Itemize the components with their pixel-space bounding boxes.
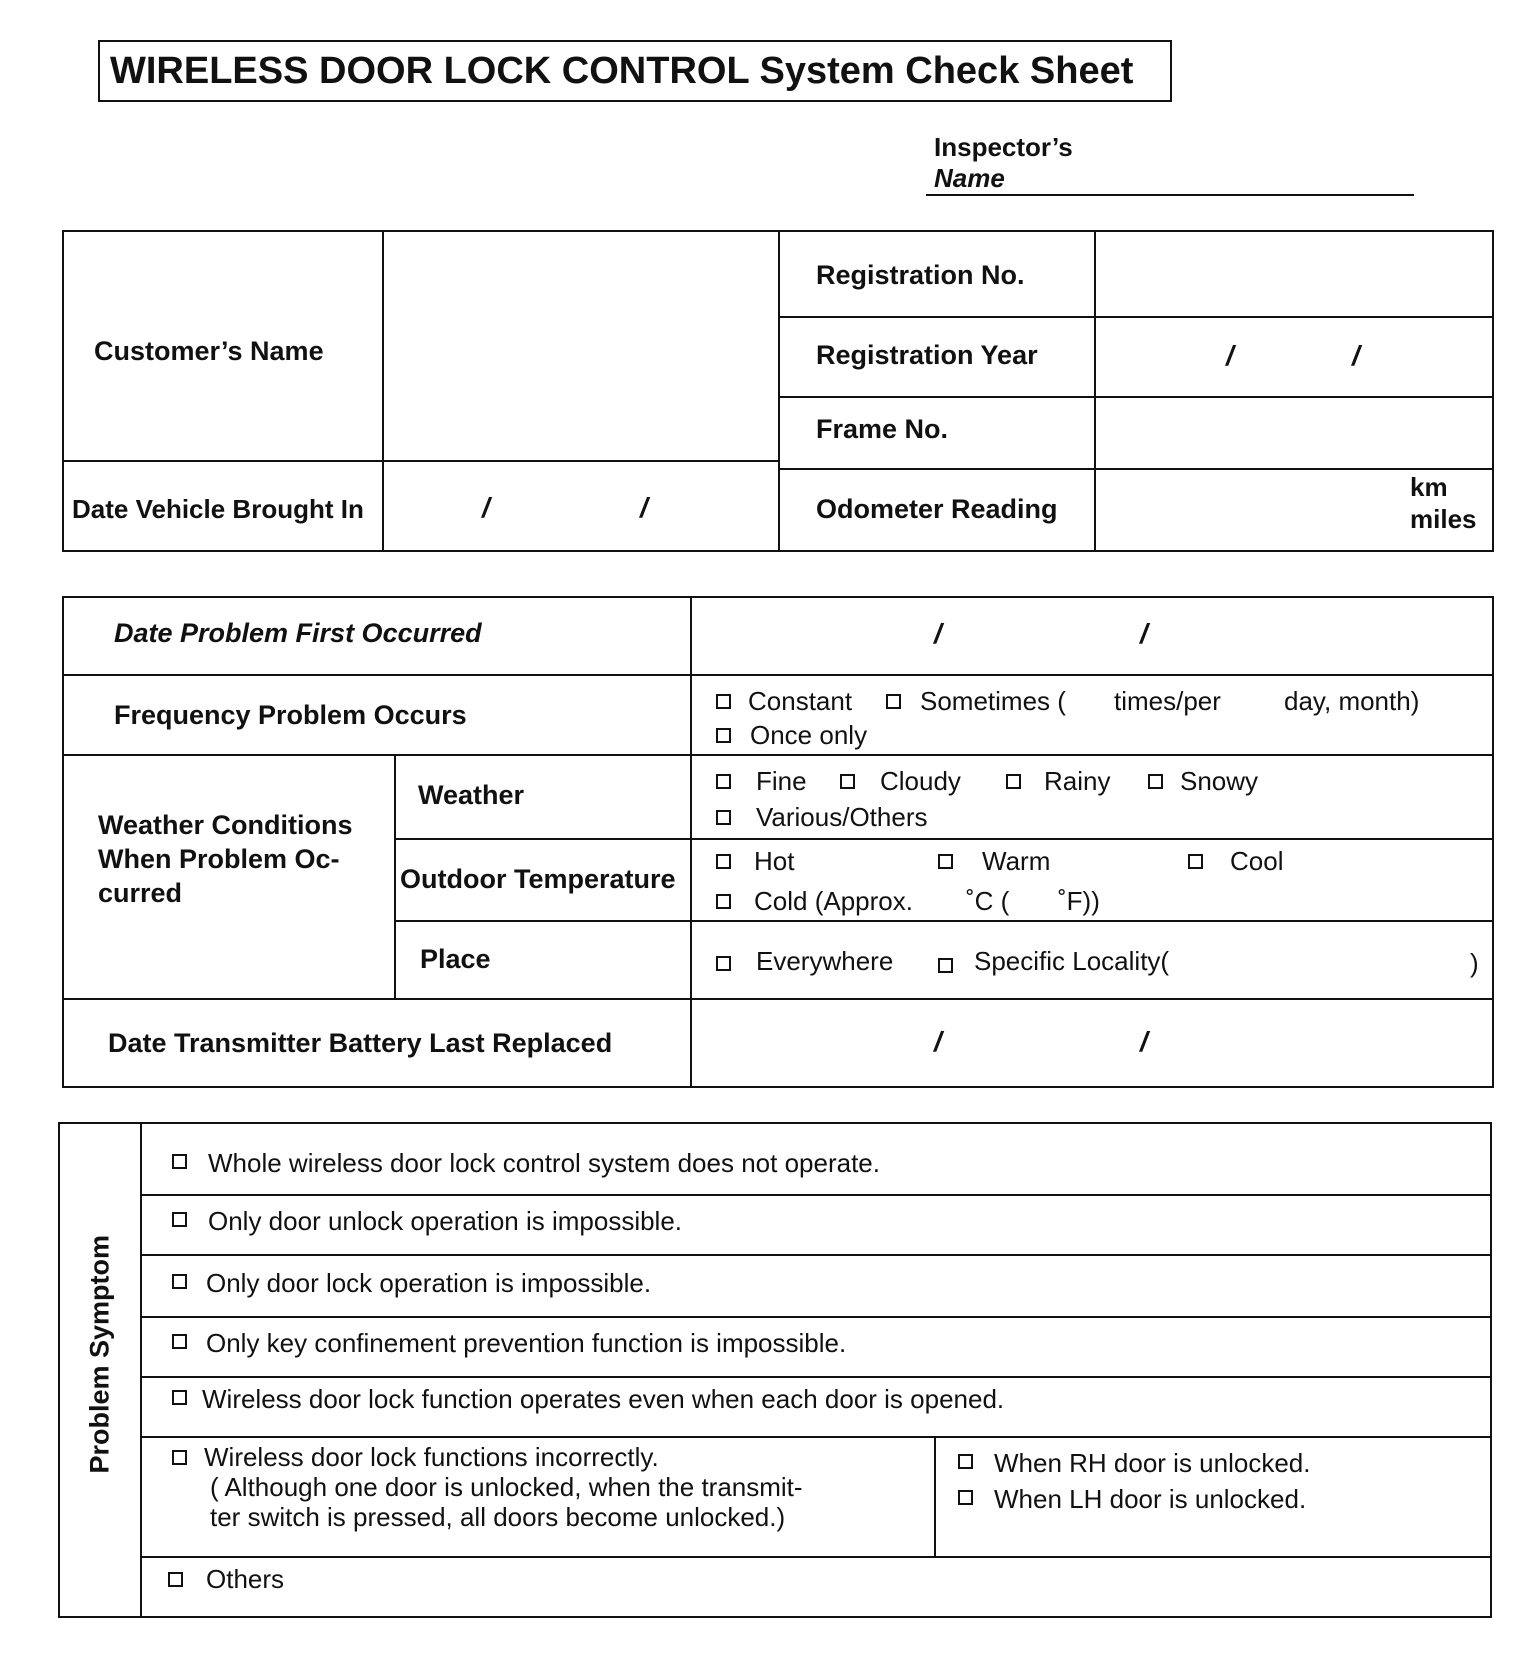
odometer-miles: miles — [1410, 504, 1477, 534]
day-month-label: day, month) — [1284, 686, 1420, 716]
rainy-label: Rainy — [1044, 766, 1111, 796]
once-only-label: Once only — [750, 720, 868, 750]
symptom-1-label: Whole wireless door lock control system does not operate. — [208, 1148, 880, 1178]
symptom-3-label: Only door lock operation is impossible. — [206, 1268, 652, 1298]
sometimes-checkbox[interactable] — [886, 694, 901, 709]
registration-year-label: Registration Year — [816, 340, 1038, 370]
inspector-label-line1: Inspector’s — [934, 132, 1073, 162]
symptom-2-label: Only door unlock operation is impossible. — [208, 1206, 683, 1236]
specific-locality-close: ) — [1470, 948, 1479, 978]
rainy-checkbox[interactable] — [1006, 774, 1021, 789]
once-only-checkbox[interactable] — [716, 728, 731, 743]
page-title: WIRELESS DOOR LOCK CONTROL System Check Sheet — [110, 50, 1134, 92]
battery-replaced-field[interactable]: / / — [934, 1026, 1148, 1057]
symptom-5-label: Wireless door lock function operates even when each door is opened. — [202, 1384, 1005, 1414]
inspector-label — [934, 132, 1073, 194]
snowy-checkbox[interactable] — [1148, 774, 1163, 789]
fine-label: Fine — [756, 766, 807, 796]
others-checkbox[interactable] — [168, 1572, 183, 1587]
various-label: Various/Others — [756, 802, 928, 832]
symptom-incorrect-checkbox[interactable] — [172, 1450, 187, 1465]
title-box — [98, 40, 1172, 102]
everywhere-checkbox[interactable] — [716, 956, 731, 971]
inspector-name-field[interactable] — [926, 194, 1414, 196]
rh-door-label: When RH door is unlocked. — [994, 1448, 1311, 1478]
rh-door-checkbox[interactable] — [958, 1454, 973, 1469]
symptom-5-checkbox[interactable] — [172, 1390, 187, 1405]
odometer-km: km — [1410, 472, 1448, 502]
constant-checkbox[interactable] — [716, 694, 731, 709]
date-first-occurred-field[interactable]: / / — [934, 618, 1148, 649]
snowy-label: Snowy — [1180, 766, 1259, 796]
problem-symptom-label: Problem Symptom — [84, 1234, 115, 1474]
symptom-1-checkbox[interactable] — [172, 1154, 187, 1169]
weather-label: Weather — [418, 780, 525, 810]
date-brought-in-label: Date Vehicle Brought In — [72, 494, 364, 524]
hot-checkbox[interactable] — [716, 854, 731, 869]
warm-label: Warm — [982, 846, 1051, 876]
vehicle-info-table — [62, 230, 1494, 552]
date-brought-in-field[interactable]: / / — [482, 492, 648, 523]
weather-conditions-label: Weather Conditions When Problem Oc- curred — [98, 810, 353, 908]
place-label: Place — [420, 944, 491, 974]
various-checkbox[interactable] — [716, 810, 731, 825]
lh-door-checkbox[interactable] — [958, 1490, 973, 1505]
everywhere-label: Everywhere — [756, 946, 894, 976]
frequency-label: Frequency Problem Occurs — [114, 700, 467, 730]
registration-no-field[interactable] — [1098, 234, 1492, 314]
conditions-table — [62, 596, 1494, 1088]
cold-checkbox[interactable] — [716, 894, 731, 909]
date-first-occurred-label: Date Problem First Occurred — [114, 618, 482, 648]
battery-replaced-label: Date Transmitter Battery Last Replaced — [108, 1028, 613, 1058]
symptom-4-checkbox[interactable] — [172, 1334, 187, 1349]
others-label: Others — [206, 1564, 285, 1594]
cloudy-label: Cloudy — [880, 766, 961, 796]
registration-no-label: Registration No. — [816, 260, 1025, 290]
inspector-label-line2: Name — [934, 163, 1005, 193]
sometimes-label: Sometimes ( — [920, 686, 1066, 716]
times-per-label: times/per — [1114, 686, 1221, 716]
symptom-incorrect-label: Wireless door lock functions incorrectly. ( Although one door is unlocked, when the transmit- ter switch is pressed, all doors become unlocked.) — [204, 1442, 803, 1532]
specific-locality-checkbox[interactable] — [938, 958, 953, 973]
symptom-2-checkbox[interactable] — [172, 1212, 187, 1227]
warm-checkbox[interactable] — [938, 854, 953, 869]
problem-symptom-table — [58, 1122, 1492, 1618]
customer-name-label: Customer’s Name — [94, 336, 324, 366]
constant-label: Constant — [748, 686, 853, 716]
symptom-4-label: Only key confinement prevention function is impossible. — [206, 1328, 847, 1358]
lh-door-label: When LH door is unlocked. — [994, 1484, 1307, 1514]
celsius-label: ˚C ( — [966, 886, 1010, 916]
hot-label: Hot — [754, 846, 795, 876]
specific-locality-label: Specific Locality( — [974, 946, 1170, 976]
cool-checkbox[interactable] — [1188, 854, 1203, 869]
fine-checkbox[interactable] — [716, 774, 731, 789]
cool-label: Cool — [1230, 846, 1284, 876]
frame-no-label: Frame No. — [816, 414, 949, 444]
registration-year-field[interactable]: / / — [1226, 340, 1360, 371]
odometer-label: Odometer Reading — [816, 494, 1058, 524]
fahrenheit-label: ˚F)) — [1058, 886, 1100, 916]
symptom-3-checkbox[interactable] — [172, 1274, 187, 1289]
cloudy-checkbox[interactable] — [840, 774, 855, 789]
frame-no-field[interactable] — [1098, 398, 1492, 466]
outdoor-temperature-label: Outdoor Temperature — [400, 864, 676, 894]
odometer-field[interactable] — [1098, 470, 1492, 548]
customer-name-field[interactable] — [386, 234, 776, 458]
cold-label: Cold (Approx. — [754, 886, 913, 916]
